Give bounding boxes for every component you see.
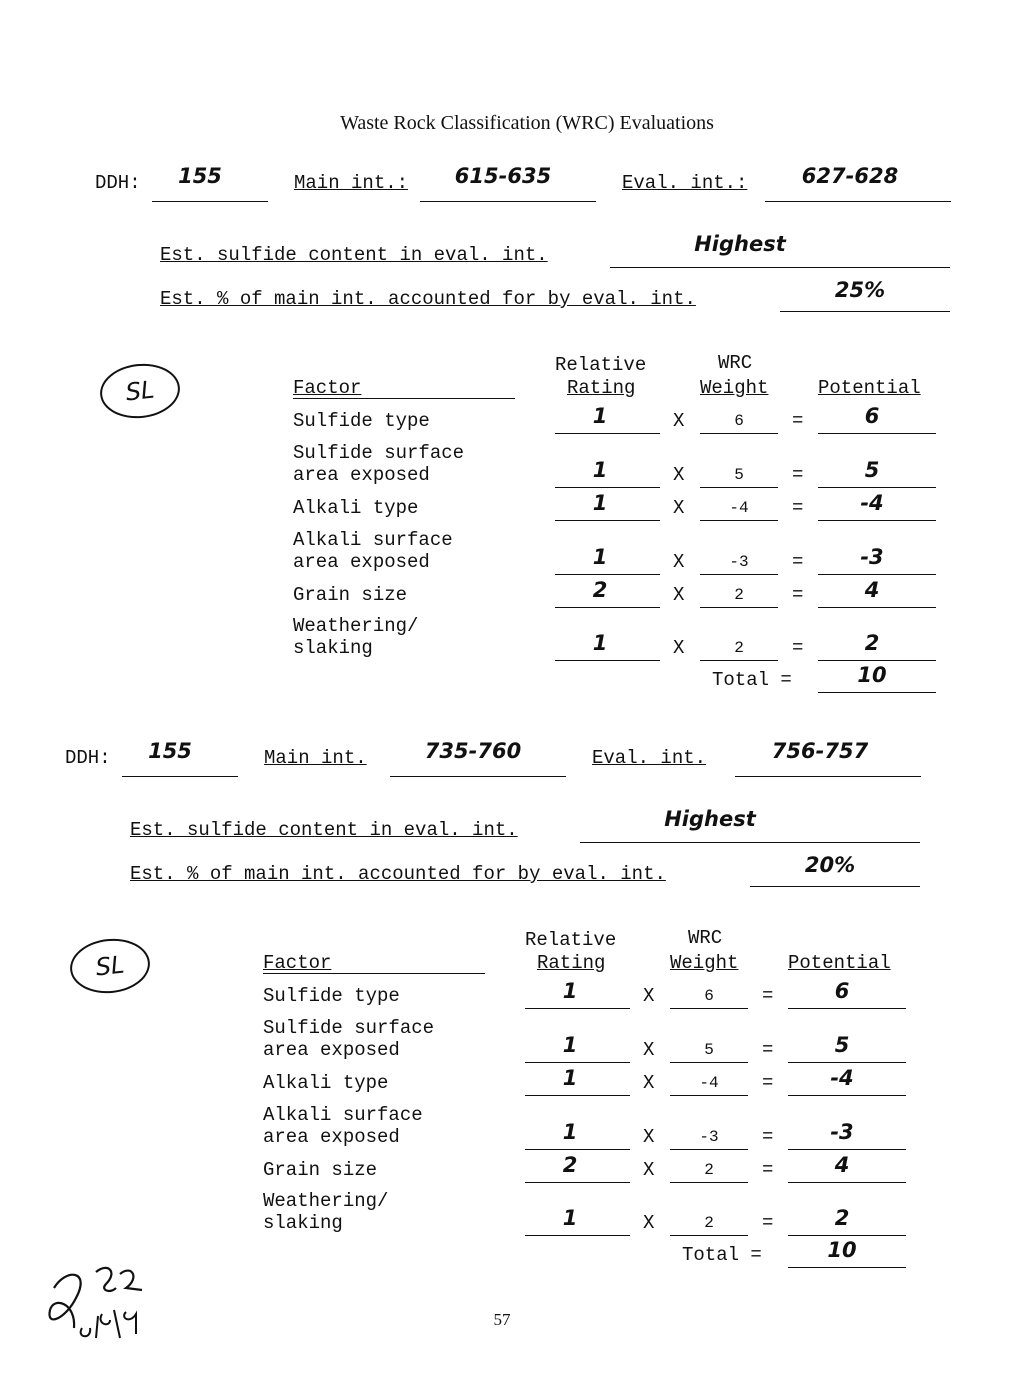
total-underline bbox=[788, 1267, 906, 1268]
rating-underline bbox=[525, 1062, 630, 1063]
main-int-value: 735-760 bbox=[424, 739, 522, 763]
factor-name: Sulfide surface bbox=[293, 442, 465, 464]
sulfide-content-label: Est. sulfide content in eval. int. bbox=[160, 244, 548, 266]
col-rating-header: Rating bbox=[537, 952, 606, 974]
rating-underline bbox=[555, 433, 660, 434]
page-number: 57 bbox=[493, 1310, 511, 1329]
equals-sign: = bbox=[792, 584, 804, 606]
equals-sign: = bbox=[762, 1159, 774, 1181]
rating-value: 1 bbox=[592, 491, 608, 515]
factor-name: Alkali surface bbox=[293, 529, 453, 551]
potential-value: -3 bbox=[860, 545, 884, 569]
ddh-underline bbox=[152, 201, 268, 202]
percent-accounted-underline bbox=[750, 886, 920, 887]
col-weight-header: Weight bbox=[670, 952, 739, 974]
rating-value: 1 bbox=[562, 1206, 578, 1230]
total-value: 10 bbox=[827, 1238, 857, 1262]
weight-underline bbox=[670, 1149, 748, 1150]
weight-value: 2 bbox=[734, 586, 744, 604]
potential-underline bbox=[818, 574, 936, 575]
factor-name: Grain size bbox=[263, 1159, 378, 1181]
rating-value: 1 bbox=[562, 1033, 578, 1057]
percent-accounted-value: 25% bbox=[834, 278, 886, 302]
potential-underline bbox=[788, 1149, 906, 1150]
circled-annotation: SL bbox=[97, 360, 182, 422]
equals-sign: = bbox=[792, 637, 804, 659]
rating-underline bbox=[525, 1182, 630, 1183]
signature-mark bbox=[36, 1258, 186, 1348]
ddh-label: DDH: bbox=[65, 747, 111, 769]
weight-underline bbox=[670, 1235, 748, 1236]
factor-name: Grain size bbox=[293, 584, 408, 606]
equals-sign: = bbox=[762, 985, 774, 1007]
factor-name: Alkali surface bbox=[263, 1104, 423, 1126]
factor-header-rule bbox=[263, 973, 485, 974]
weight-underline bbox=[700, 487, 778, 488]
sulfide-content-value: Highest bbox=[694, 232, 786, 256]
main-int-value: 615-635 bbox=[454, 164, 552, 188]
factor-name-cont: area exposed bbox=[293, 464, 430, 486]
factor-name: Alkali type bbox=[263, 1072, 389, 1094]
factor-name-cont: area exposed bbox=[263, 1039, 400, 1061]
equals-sign: = bbox=[792, 551, 804, 573]
equals-sign: = bbox=[792, 464, 804, 486]
main-int-underline bbox=[390, 776, 566, 777]
rating-underline bbox=[525, 1149, 630, 1150]
weight-value: -3 bbox=[699, 1128, 719, 1146]
col-relative-header: Relative bbox=[525, 929, 617, 951]
weight-underline bbox=[700, 520, 778, 521]
weight-underline bbox=[700, 660, 778, 661]
col-relative-header: Relative bbox=[555, 354, 647, 376]
col-rating-header: Rating bbox=[567, 377, 636, 399]
weight-underline bbox=[670, 1182, 748, 1183]
rating-underline bbox=[555, 520, 660, 521]
rating-underline bbox=[555, 574, 660, 575]
eval-int-value: 627-628 bbox=[801, 164, 899, 188]
weight-underline bbox=[700, 574, 778, 575]
multiply-sign: X bbox=[643, 1126, 655, 1148]
factor-name-cont: slaking bbox=[293, 637, 373, 659]
ddh-value: 155 bbox=[178, 164, 222, 188]
weight-value: 6 bbox=[704, 987, 714, 1005]
weight-underline bbox=[670, 1062, 748, 1063]
factor-name: Weathering/ bbox=[293, 615, 419, 637]
potential-value: -3 bbox=[830, 1120, 854, 1144]
multiply-sign: X bbox=[673, 584, 685, 606]
multiply-sign: X bbox=[643, 1039, 655, 1061]
rating-underline bbox=[555, 607, 660, 608]
col-potential-header: Potential bbox=[818, 377, 921, 399]
rating-value: 1 bbox=[592, 458, 608, 482]
col-wrc-header: WRC bbox=[718, 352, 753, 374]
weight-underline bbox=[700, 607, 778, 608]
potential-value: 6 bbox=[834, 979, 850, 1003]
rating-underline bbox=[555, 660, 660, 661]
rating-value: 1 bbox=[562, 1066, 578, 1090]
page-title: Waste Rock Classification (WRC) Evaluations bbox=[340, 112, 714, 134]
col-potential-header: Potential bbox=[788, 952, 891, 974]
multiply-sign: X bbox=[643, 1159, 655, 1181]
weight-value: 5 bbox=[704, 1041, 714, 1059]
factor-name-cont: area exposed bbox=[293, 551, 430, 573]
col-weight-header: Weight bbox=[700, 377, 769, 399]
potential-value: 6 bbox=[864, 404, 880, 428]
weight-value: 2 bbox=[704, 1214, 714, 1232]
potential-underline bbox=[788, 1182, 906, 1183]
multiply-sign: X bbox=[673, 464, 685, 486]
potential-underline bbox=[818, 433, 936, 434]
col-factor-header: Factor bbox=[263, 952, 332, 974]
eval-int-label: Eval. int. bbox=[592, 747, 707, 769]
sulfide-content-underline bbox=[580, 842, 920, 843]
weight-value: -3 bbox=[729, 553, 749, 571]
rating-value: 1 bbox=[562, 1120, 578, 1144]
rating-underline bbox=[525, 1008, 630, 1009]
equals-sign: = bbox=[762, 1039, 774, 1061]
main-int-label: Main int. bbox=[264, 747, 367, 769]
potential-value: -4 bbox=[830, 1066, 854, 1090]
potential-underline bbox=[818, 520, 936, 521]
col-wrc-header: WRC bbox=[688, 927, 723, 949]
percent-accounted-label: Est. % of main int. accounted for by eval. int. bbox=[130, 863, 666, 885]
multiply-sign: X bbox=[643, 1212, 655, 1234]
factor-name-cont: area exposed bbox=[263, 1126, 400, 1148]
weight-underline bbox=[700, 433, 778, 434]
factor-name: Sulfide surface bbox=[263, 1017, 435, 1039]
potential-value: -4 bbox=[860, 491, 884, 515]
factor-name: Sulfide type bbox=[263, 985, 400, 1007]
multiply-sign: X bbox=[673, 551, 685, 573]
weight-underline bbox=[670, 1095, 748, 1096]
ddh-underline bbox=[122, 776, 238, 777]
circled-annotation: SL bbox=[67, 935, 152, 997]
weight-value: 2 bbox=[734, 639, 744, 657]
handwritten-signature bbox=[36, 1258, 186, 1348]
factor-name-cont: slaking bbox=[263, 1212, 343, 1234]
weight-underline bbox=[670, 1008, 748, 1009]
factor-name: Sulfide type bbox=[293, 410, 430, 432]
weight-value: 5 bbox=[734, 466, 744, 484]
col-factor-header: Factor bbox=[293, 377, 362, 399]
eval-int-value: 756-757 bbox=[771, 739, 869, 763]
ddh-value: 155 bbox=[148, 739, 192, 763]
eval-int-underline bbox=[765, 201, 951, 202]
potential-underline bbox=[818, 660, 936, 661]
rating-value: 1 bbox=[592, 631, 608, 655]
weight-value: 6 bbox=[734, 412, 744, 430]
total-value: 10 bbox=[857, 663, 887, 687]
equals-sign: = bbox=[762, 1126, 774, 1148]
potential-value: 5 bbox=[834, 1033, 850, 1057]
potential-underline bbox=[788, 1062, 906, 1063]
main-int-underline bbox=[420, 201, 596, 202]
potential-value: 2 bbox=[864, 631, 880, 655]
ddh-label: DDH: bbox=[95, 172, 141, 194]
potential-value: 4 bbox=[864, 578, 880, 602]
rating-value: 2 bbox=[562, 1153, 578, 1177]
total-label: Total = bbox=[712, 669, 792, 691]
sulfide-content-value: Highest bbox=[664, 807, 756, 831]
total-label: Total = bbox=[682, 1244, 762, 1266]
percent-accounted-label: Est. % of main int. accounted for by eval. int. bbox=[160, 288, 696, 310]
eval-int-underline bbox=[735, 776, 921, 777]
potential-value: 5 bbox=[864, 458, 880, 482]
rating-value: 1 bbox=[592, 545, 608, 569]
potential-underline bbox=[788, 1095, 906, 1096]
equals-sign: = bbox=[762, 1072, 774, 1094]
potential-underline bbox=[818, 607, 936, 608]
sulfide-content-underline bbox=[610, 267, 950, 268]
multiply-sign: X bbox=[643, 1072, 655, 1094]
eval-int-label: Eval. int.: bbox=[622, 172, 748, 194]
factor-header-rule bbox=[293, 398, 515, 399]
multiply-sign: X bbox=[643, 985, 655, 1007]
rating-underline bbox=[525, 1235, 630, 1236]
factor-name: Alkali type bbox=[293, 497, 419, 519]
rating-value: 1 bbox=[562, 979, 578, 1003]
rating-underline bbox=[555, 487, 660, 488]
percent-accounted-underline bbox=[780, 311, 950, 312]
factor-name: Weathering/ bbox=[263, 1190, 389, 1212]
sulfide-content-label: Est. sulfide content in eval. int. bbox=[130, 819, 518, 841]
potential-underline bbox=[818, 487, 936, 488]
rating-value: 1 bbox=[592, 404, 608, 428]
weight-value: -4 bbox=[729, 499, 749, 517]
total-underline bbox=[818, 692, 936, 693]
weight-value: 2 bbox=[704, 1161, 714, 1179]
rating-underline bbox=[525, 1095, 630, 1096]
potential-value: 2 bbox=[834, 1206, 850, 1230]
multiply-sign: X bbox=[673, 637, 685, 659]
equals-sign: = bbox=[762, 1212, 774, 1234]
percent-accounted-value: 20% bbox=[804, 853, 856, 877]
potential-underline bbox=[788, 1235, 906, 1236]
potential-value: 4 bbox=[834, 1153, 850, 1177]
multiply-sign: X bbox=[673, 410, 685, 432]
equals-sign: = bbox=[792, 410, 804, 432]
equals-sign: = bbox=[792, 497, 804, 519]
potential-underline bbox=[788, 1008, 906, 1009]
rating-value: 2 bbox=[592, 578, 608, 602]
weight-value: -4 bbox=[699, 1074, 719, 1092]
main-int-label: Main int.: bbox=[294, 172, 409, 194]
multiply-sign: X bbox=[673, 497, 685, 519]
